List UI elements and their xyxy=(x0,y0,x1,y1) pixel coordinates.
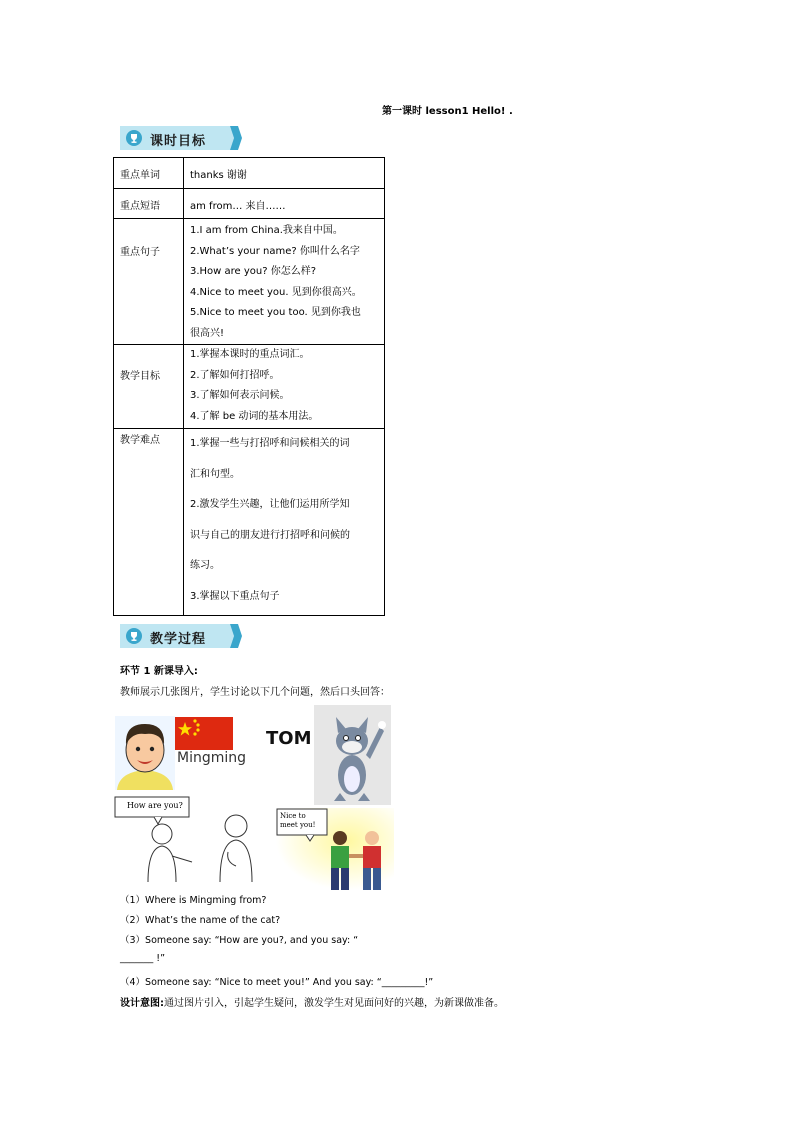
row-line: 练习。 xyxy=(190,560,220,571)
row-line: 2.了解如何打招呼。 xyxy=(190,369,280,381)
mingming-label: Mingming xyxy=(177,750,247,766)
row-line: 1.掌握一些与打招呼和问候相关的词 xyxy=(190,438,350,449)
section-banner-process xyxy=(120,624,242,648)
banner-label: 课时目标 xyxy=(150,134,207,149)
step-intro: 教师展示几张图片，学生讨论以下几个问题，然后口头回答： xyxy=(120,687,390,698)
mingming-boy-image xyxy=(115,716,175,790)
tom-cat-image xyxy=(314,705,391,805)
question-3-continued: _______ !” xyxy=(120,953,165,964)
china-flag-icon xyxy=(175,717,233,750)
row-line: 3.How are you? 你怎么样? xyxy=(190,266,317,277)
row-line: 识与自己的朋友进行打招呼和问候的 xyxy=(190,529,350,541)
row-line: 5.Nice to meet you too. 见到你我也 xyxy=(190,307,361,318)
row-line: 2.What’s your name? 你叫什么名字 xyxy=(190,245,360,257)
row-line: 很高兴! xyxy=(190,327,225,339)
table-row xyxy=(114,158,385,189)
design-intent xyxy=(120,994,504,1009)
row-key: 重点短语 xyxy=(120,201,160,212)
banner-label: 教学过程 xyxy=(150,632,207,647)
row-line: 1.I am from China.我来自中国。 xyxy=(190,225,343,236)
document-title: 第一课时 lesson1 Hello! . xyxy=(382,106,513,117)
trophy-icon xyxy=(126,628,142,644)
row-line: 汇和句型。 xyxy=(190,468,240,480)
lesson-goals-table xyxy=(113,157,385,616)
row-line: 3.掌握以下重点句子 xyxy=(190,590,280,602)
table-row xyxy=(114,189,385,219)
row-line: 4.Nice to meet you. 见到你很高兴。 xyxy=(190,286,362,298)
design-intent-label: 设计意图: xyxy=(120,998,164,1009)
section-banner-goals xyxy=(120,126,242,150)
speech-bubble-nice-to-meet-you xyxy=(280,812,315,830)
trophy-icon xyxy=(126,130,142,146)
table-row xyxy=(114,429,385,616)
row-line: 2.激发学生兴趣，让他们运用所学知 xyxy=(190,499,350,510)
row-value: am from… 来自…… xyxy=(190,201,286,212)
row-key: 重点单词 xyxy=(120,170,160,181)
question-2: （2）What’s the name of the cat? xyxy=(120,915,281,926)
table-row xyxy=(114,345,385,429)
tom-label: TOM xyxy=(266,728,312,749)
row-line: 3.了解如何表示问候。 xyxy=(190,390,290,401)
question-4: （4）Someone say: “Nice to meet you!” And you say: “_________!” xyxy=(120,977,434,988)
row-line: 4.了解 be 动词的基本用法。 xyxy=(190,410,319,422)
question-3: （3）Someone say: “How are you?, and you say: “ xyxy=(120,935,359,946)
row-key: 教学难点 xyxy=(120,435,160,446)
row-key: 重点句子 xyxy=(120,247,160,258)
row-key: 教学目标 xyxy=(120,371,160,382)
step-title: 环节 1 新课导入: xyxy=(120,666,198,677)
row-value: thanks 谢谢 xyxy=(190,170,247,181)
row-line: 1.掌握本课时的重点词汇。 xyxy=(190,349,310,360)
table-row xyxy=(114,219,385,345)
question-1: （1）Where is Mingming from? xyxy=(120,895,267,906)
design-intent-text: 通过图片引入，引起学生疑问，激发学生对见面问好的兴趣，为新课做准备。 xyxy=(164,998,504,1009)
bubble-line: Nice to xyxy=(280,812,306,820)
bubble-line: meet you! xyxy=(280,821,316,829)
speech-bubble-how-are-you: How are you? xyxy=(127,801,183,810)
